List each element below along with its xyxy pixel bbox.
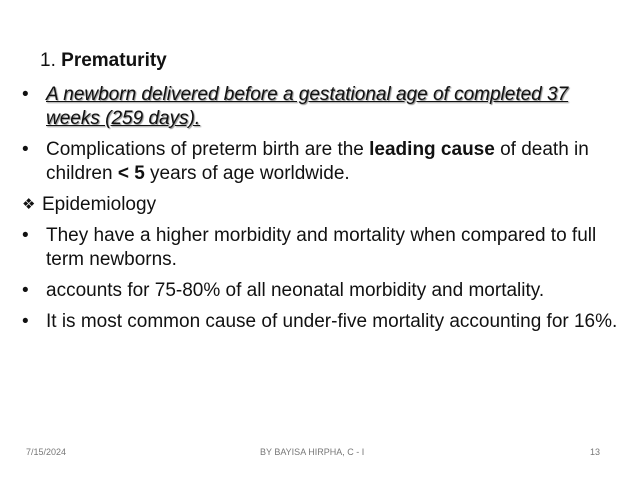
bullet-marker: • [22,84,29,105]
complications-text-part: of death in children [46,139,589,184]
bullet-item-neonatal [22,279,622,303]
bullet-marker: • [22,280,29,301]
bullet-marker: • [22,139,29,160]
bullet-marker: • [22,311,29,332]
heading-title: Prematurity [61,50,167,71]
complications-text-part: Complications of preterm birth are the [46,139,370,160]
under-five-emphasis: < 5 [117,163,145,184]
complications-text [46,138,622,186]
morbidity-text: They have a higher morbidity and mortality when compared to full term newborns. [46,225,597,270]
slide-heading [40,49,167,73]
bullet-item-morbidity [22,224,622,272]
definition-text: A newborn delivered before a gestational age of completed 37 weeks (259 days). [46,84,569,129]
footer-date: 7/15/2024 [26,447,67,457]
bullet-item-under-five [22,310,622,334]
epidemiology-label: Epidemiology [42,194,157,215]
neonatal-text: accounts for 75-80% of all neonatal morbidity and mortality. [46,280,545,301]
under-five-text: It is most common cause of under-five mortality accounting for 16%. [46,311,618,332]
bullet-item-complications [22,138,622,186]
bullet-marker: • [22,225,29,246]
bullet-list [22,83,622,341]
complications-text-part: years of age worldwide. [144,163,350,184]
footer-author: BY BAYISA HIRPHA, C - I [260,447,365,457]
diamond-bullet-icon: ❖ [22,196,36,213]
heading-number: 1. [40,50,56,71]
leading-cause-emphasis: leading cause [369,139,495,160]
bullet-item-definition [22,83,622,131]
footer-page-number: 13 [590,447,601,457]
bullet-item-epidemiology [22,193,622,217]
